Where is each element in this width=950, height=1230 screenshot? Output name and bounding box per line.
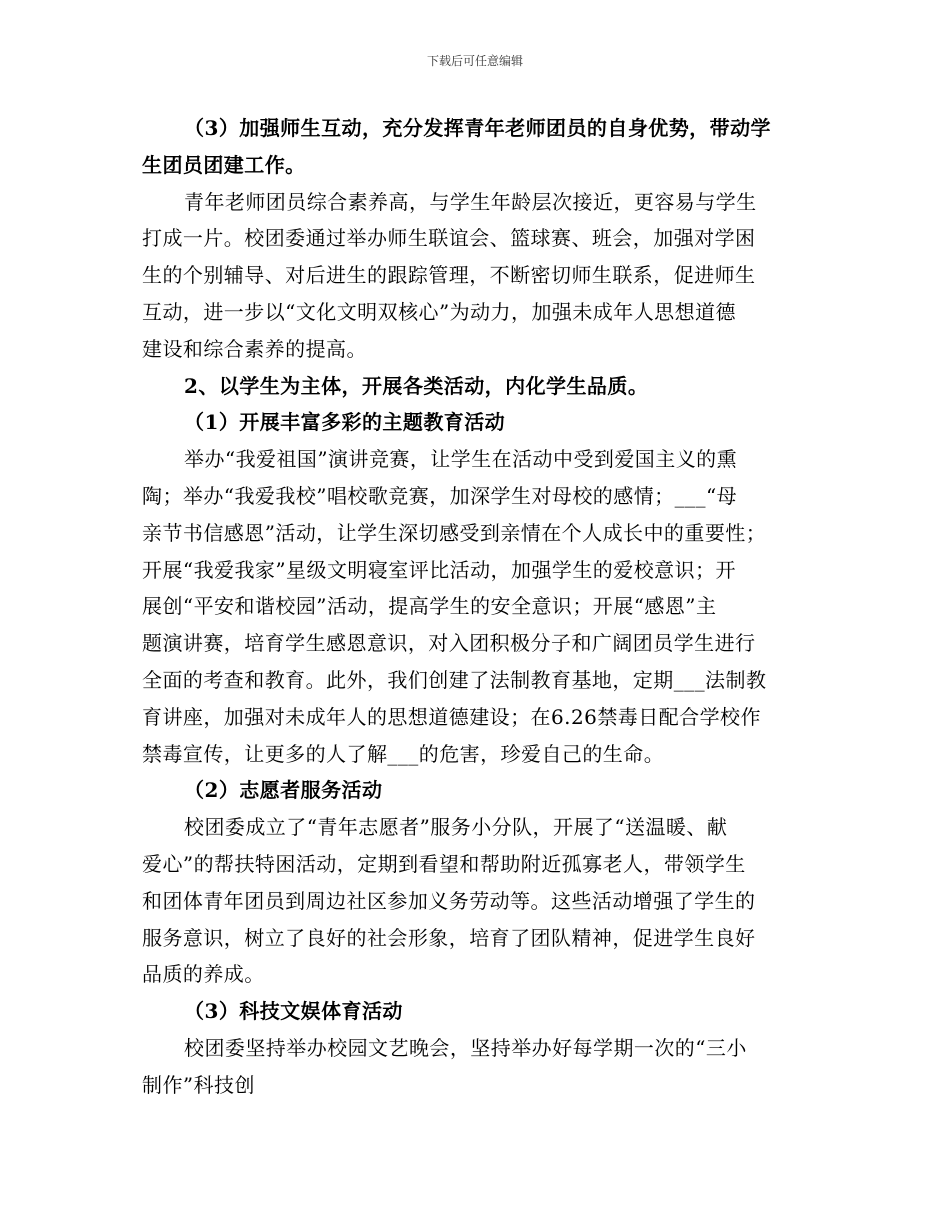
paragraph-line: 开展“我爱我家”星级文明寝室评比活动，加强学生的爱校意识；开 xyxy=(142,557,736,582)
paragraph-line: 禁毒宣传，让更多的人了解___的危害，珍爱自己的生命。 xyxy=(142,741,665,766)
paragraph-line: 制作”科技创 xyxy=(142,1072,255,1097)
paragraph-line: 全面的考查和教育。此外，我们创建了法制教育基地，定期___法制教 xyxy=(142,667,767,692)
paragraph-line: 品质的养成。 xyxy=(142,962,265,987)
page-header: 下载后可任意编辑 xyxy=(426,54,523,68)
paragraph-line: 举办“我爱祖国”演讲竞赛，让学生在活动中受到爱国主义的熏 xyxy=(184,447,738,472)
subheading-theme-education: （1）开展丰富多彩的主题教育活动 xyxy=(184,410,506,435)
paragraph-line: 打成一片。校团委通过举办师生联谊会、篮球赛、班会，加强对学困 xyxy=(142,226,756,251)
paragraph-line: 陶；举办“我爱我校”唱校歌竞赛，加深学生对母校的感情；___“母 xyxy=(142,483,738,508)
heading-strengthen-interaction-cont: 生团员团建工作。 xyxy=(142,152,306,177)
document-body xyxy=(142,110,814,1104)
paragraph-line: 校团委成立了“青年志愿者”服务小分队，开展了“送温暖、献 xyxy=(184,815,728,840)
paragraph-line: 题演讲赛，培育学生感恩意识，对入团积极分子和广阔团员学生进行 xyxy=(142,631,756,656)
paragraph-line: 互动，进一步以“文化文明双核心”为动力，加强未成年人思想道德 xyxy=(142,299,736,324)
paragraph-line: 亲节书信感恩”活动，让学生深切感受到亲情在个人成长中的重要性； xyxy=(142,520,767,545)
paragraph-line: 建设和综合素养的提高。 xyxy=(142,336,367,361)
paragraph-line: 服务意识，树立了良好的社会形象，培育了团队精神，促进学生良好 xyxy=(142,925,756,950)
paragraph-line: 和团体青年团员到周边社区参加义务劳动等。这些活动增强了学生的 xyxy=(142,888,756,913)
paragraph-line: 爱心”的帮扶特困活动，定期到看望和帮助附近孤寡老人，带领学生 xyxy=(142,851,746,876)
paragraph-line: 青年老师团员综合素养高，与学生年龄层次接近，更容易与学生 xyxy=(184,189,757,214)
section-heading-student-activities: 2、以学生为主体，开展各类活动，内化学生品质。 xyxy=(184,373,649,398)
paragraph-line: 校团委坚持举办校园文艺晚会，坚持举办好每学期一次的“三小 xyxy=(184,1035,747,1060)
paragraph-line: 育讲座，加强对未成年人的思想道德建设；在6.26禁毒日配合学校作 xyxy=(142,704,761,729)
subheading-tech-culture-sports: （3）科技文娱体育活动 xyxy=(184,999,403,1024)
subheading-volunteer-service: （2）志愿者服务活动 xyxy=(184,778,383,803)
heading-strengthen-interaction: （3）加强师生互动，充分发挥青年老师团员的自身优势，带动学 xyxy=(184,116,771,140)
paragraph-line: 生的个别辅导、对后进生的跟踪管理，不断密切师生联系，促进师生 xyxy=(142,263,756,288)
paragraph-line: 展创“平安和谐校园”活动，提高学生的安全意识；开展“感恩”主 xyxy=(142,594,717,619)
